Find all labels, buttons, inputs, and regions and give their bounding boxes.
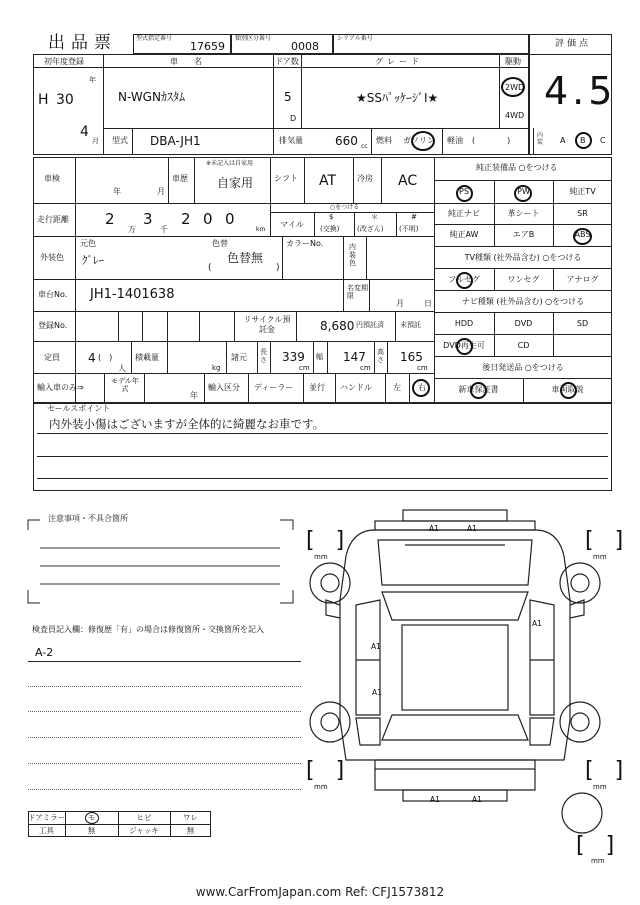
tire-unit-fr: mm <box>593 553 607 561</box>
drive-4wd: 4WD <box>505 111 525 120</box>
load-unit: kg <box>212 364 221 372</box>
tire-unit-rl: mm <box>314 783 328 791</box>
tire-unit-spare: mm <box>591 857 605 865</box>
width-label: 幅 <box>316 353 323 361</box>
tv-oneseg: ワンセグ <box>507 275 540 284</box>
class-code-label: 類別区分番号 <box>235 35 272 42</box>
mileage-label: 走行距離 <box>37 215 69 224</box>
tv-title: TV種類 (社外品含む) ○をつける <box>464 253 582 262</box>
orig-color-label: 元色 <box>80 239 96 248</box>
model-year-unit: 年 <box>190 391 198 400</box>
later-manual: 車両取説 <box>551 385 584 394</box>
interior-label: 内装 <box>537 132 544 146</box>
mirror-value: モ <box>87 813 96 822</box>
repaint-value: 色替無 <box>227 251 264 265</box>
capacity-paren: ( ) <box>98 353 113 362</box>
tire-bracket-spare: [ ] <box>576 833 615 858</box>
color-no-label: カラーNo. <box>286 239 324 248</box>
load-label: 積載量 <box>135 353 159 362</box>
tamper-label: ＊ <box>371 213 378 221</box>
repaint-label: 色替 <box>212 239 228 248</box>
term-day: 日 <box>424 299 432 308</box>
model-year-label: モデル年式 <box>111 377 139 394</box>
sales-text: 内外装小傷はございますが全体的に綺麗なお車です。 <box>49 417 325 431</box>
equip-aw: 純正AW <box>449 230 479 239</box>
history-value: 自家用 <box>217 176 254 190</box>
door-type: D <box>290 114 297 123</box>
height-label: 高さ <box>377 348 384 365</box>
later-warranty-circle <box>470 382 487 399</box>
drive-label: 駆動 <box>505 57 521 66</box>
equip-ps: PS <box>459 187 469 196</box>
chassis-label: 車台No. <box>38 290 68 299</box>
damage-mark-rear-bumper-2: A1 <box>472 795 482 804</box>
interior-color-label: 内装色 <box>349 243 356 268</box>
recycle-unit: 円預託済 <box>356 321 384 329</box>
sheet-title: 出品票 <box>48 33 117 53</box>
damage-mark-front-bumper-2: A1 <box>467 524 477 533</box>
car-name-label: 車 名 <box>170 57 202 66</box>
length-value: 339 <box>282 350 305 364</box>
equip-leather: 革シート <box>507 209 540 218</box>
width-unit: cm <box>360 364 371 372</box>
chassis-value: JH1-1401638 <box>90 287 175 302</box>
repaint-paren-open: ( <box>208 263 212 273</box>
mileage-unit: km <box>256 226 266 233</box>
unknown-label: # <box>411 213 417 221</box>
grade-label: グレード <box>375 57 423 66</box>
mileage-sen: 千 <box>160 225 168 234</box>
mileage-digit-2: 3 <box>143 210 153 228</box>
model-code-value: 17659 <box>190 40 225 53</box>
displacement-label: 排気量 <box>279 136 303 145</box>
tire-bracket-fr: [ ] <box>585 528 624 553</box>
length-unit: cm <box>299 364 310 372</box>
recycle-value: 8,680 <box>320 319 355 333</box>
later-title: 後日発送品 ○をつける <box>482 363 564 372</box>
aircon-value: AC <box>398 173 418 189</box>
doors-value: 5 <box>284 90 292 104</box>
displacement-value: 660 <box>335 134 358 148</box>
tools-value: 無 <box>87 826 96 835</box>
history-note: ※未記入は自家用 <box>206 160 254 167</box>
tv-fullseg-circle <box>456 272 473 289</box>
score-label: 評価点 <box>555 39 592 49</box>
shaken-month: 月 <box>157 187 165 196</box>
interior-b: B <box>580 136 586 145</box>
tire-unit-rr: mm <box>593 783 607 791</box>
mileage-digit-1: 2 <box>105 210 115 228</box>
shaken-label: 車検 <box>44 174 60 183</box>
jack-value: 無 <box>186 826 195 835</box>
equip-abs: ABS <box>574 230 591 239</box>
doors-label: ドア数 <box>275 57 299 66</box>
handle-label: ハンドル <box>340 383 372 392</box>
recycle-label: リサイクル預託金 <box>243 315 291 334</box>
tire-bracket-fl: [ ] <box>306 528 345 553</box>
break-label: ワレ <box>183 813 198 822</box>
fuel-label: 燃料 <box>376 136 392 145</box>
model-code-label: 型式指定番号 <box>136 35 173 42</box>
later-manual-circle <box>560 382 577 399</box>
shift-value: AT <box>319 173 337 189</box>
history-label: 車歴 <box>172 174 188 183</box>
mirror-circle <box>85 812 99 824</box>
tools-label: 工具 <box>39 826 54 835</box>
mileage-digit-4: 0 <box>203 210 213 228</box>
capacity-value: 4 <box>88 351 96 365</box>
height-unit: cm <box>417 364 428 372</box>
navi-hdd: HDD <box>454 319 474 328</box>
equip-pw: PW <box>517 187 530 196</box>
footer-watermark: www.CarFromJapan.com Ref: CFJ1573812 <box>195 885 445 899</box>
swap-label: $ <box>329 213 334 221</box>
later-warranty: 新車保証書 <box>458 385 499 394</box>
jack-label: ジャッキ <box>129 826 159 835</box>
shift-label: シフト <box>274 174 298 183</box>
interior-c: C <box>600 136 606 145</box>
fuel-paren: ( ) <box>472 136 511 145</box>
equip-tv: 純正TV <box>569 187 596 196</box>
color-label: 外装色 <box>40 253 64 262</box>
shaken-year: 年 <box>113 187 121 196</box>
navi-title: ナビ種類 (社外品含む) ○をつける <box>461 297 585 306</box>
navi-dvd: DVD <box>514 319 533 328</box>
navi-dvd-play-circle <box>456 338 473 355</box>
orig-color-value: ｸﾞﾚｰ <box>82 254 104 267</box>
dims-label: 諸元 <box>231 353 247 362</box>
height-value: 165 <box>400 350 423 364</box>
damage-mark-left-rear-door: A1 <box>372 688 382 697</box>
capacity-unit: 人 <box>118 364 126 373</box>
equip-airbag: エアB <box>512 230 535 239</box>
equip-abs-circle <box>573 228 592 245</box>
damage-mark-rear-bumper-1: A1 <box>430 795 440 804</box>
right-label: 右 <box>418 383 426 392</box>
interior-a: A <box>560 136 566 145</box>
class-code-value: 0008 <box>291 40 319 53</box>
tv-fullseg: フルセグ <box>448 275 480 284</box>
mileage-digit-5: 0 <box>225 210 235 228</box>
import-type-label: 輸入区分 <box>208 383 240 392</box>
damage-mark-left-front-door: A1 <box>371 642 381 651</box>
mileage-man: 万 <box>128 225 136 234</box>
dealer-label: ディーラー <box>254 383 294 392</box>
equip-sr: SR <box>577 209 588 218</box>
model-type-label: 型式 <box>112 136 128 145</box>
equip-navi: 純正ナビ <box>448 209 480 218</box>
first-reg-label: 初年度登録 <box>44 57 84 66</box>
car-name: N-WGNｶｽﾀﾑ <box>118 90 185 104</box>
drive-2wd: 2WD <box>505 83 525 92</box>
light-oil-label: 軽油 <box>447 136 463 145</box>
equipment-title: 純正装備品 ○をつける <box>476 163 558 172</box>
equip-ps-circle <box>456 185 473 202</box>
parallel-label: 並行 <box>309 383 325 392</box>
month-number: 4 <box>80 124 89 140</box>
drive-2wd-circle <box>501 77 525 97</box>
navi-dvd-play: DVD再生可 <box>443 341 485 350</box>
month-unit: 月 <box>92 137 99 145</box>
inspector-text: A-2 <box>35 646 54 659</box>
aircon-label: 冷房 <box>357 174 373 183</box>
left-label: 左 <box>393 383 401 392</box>
unknown-sub: (不明) <box>399 225 419 233</box>
mile-label: マイル <box>280 220 304 229</box>
capacity-label: 定員 <box>44 353 60 362</box>
swap-sub: (交換) <box>320 225 340 233</box>
damage-mark-right-side: A1 <box>532 619 542 628</box>
inspector-label: 検査員記入欄：修復歴「有」の場合は修復箇所・交換箇所を記入 <box>32 625 264 634</box>
score-value: 4.5 <box>544 69 617 113</box>
interior-b-circle <box>575 132 592 149</box>
fuel-value: ガソリン <box>403 136 435 145</box>
mileage-digit-3: 2 <box>181 210 191 228</box>
mirror-label: ドアミラー <box>28 813 66 822</box>
caution-label: 注意事項・不具合箇所 <box>48 514 128 523</box>
import-label: 輸入車のみ⇒ <box>37 383 84 392</box>
serial-label: シリアル番号 <box>337 35 373 42</box>
damage-mark-front-bumper-1: A1 <box>429 524 439 533</box>
tire-unit-fl: mm <box>314 553 328 561</box>
year-number: 30 <box>56 92 74 108</box>
model-type-value: DBA-JH1 <box>150 134 201 148</box>
tv-analog: アナログ <box>566 275 599 284</box>
tire-bracket-rl: [ ] <box>306 758 345 783</box>
crack-label: ヒビ <box>136 813 152 822</box>
term-month: 月 <box>396 299 404 308</box>
grade-value: ★SSﾊﾟｯｹｰｼﾞⅠ★ <box>356 91 439 105</box>
era: H <box>38 92 49 108</box>
mileage-circle-note: ○をつける <box>330 204 360 211</box>
displacement-unit: cc <box>361 143 368 150</box>
year-unit: 年 <box>89 76 96 84</box>
recycle-unpaid: 未預託 <box>400 321 421 329</box>
tamper-sub: (改ざん) <box>357 225 384 233</box>
width-value: 147 <box>343 350 366 364</box>
sales-label: セールスポイント <box>47 404 111 413</box>
right-handle-circle <box>412 379 430 397</box>
reg-no-label: 登録No. <box>38 321 68 330</box>
navi-cd: CD <box>517 341 530 350</box>
equip-pw-circle <box>514 185 532 202</box>
tire-bracket-rr: [ ] <box>585 758 624 783</box>
fuel-gasoline-circle <box>411 131 435 151</box>
length-label: 長さ <box>260 348 267 365</box>
navi-sd: SD <box>576 319 589 328</box>
term-label: 名変期限 <box>347 284 368 301</box>
repaint-paren-close: ) <box>276 263 280 273</box>
